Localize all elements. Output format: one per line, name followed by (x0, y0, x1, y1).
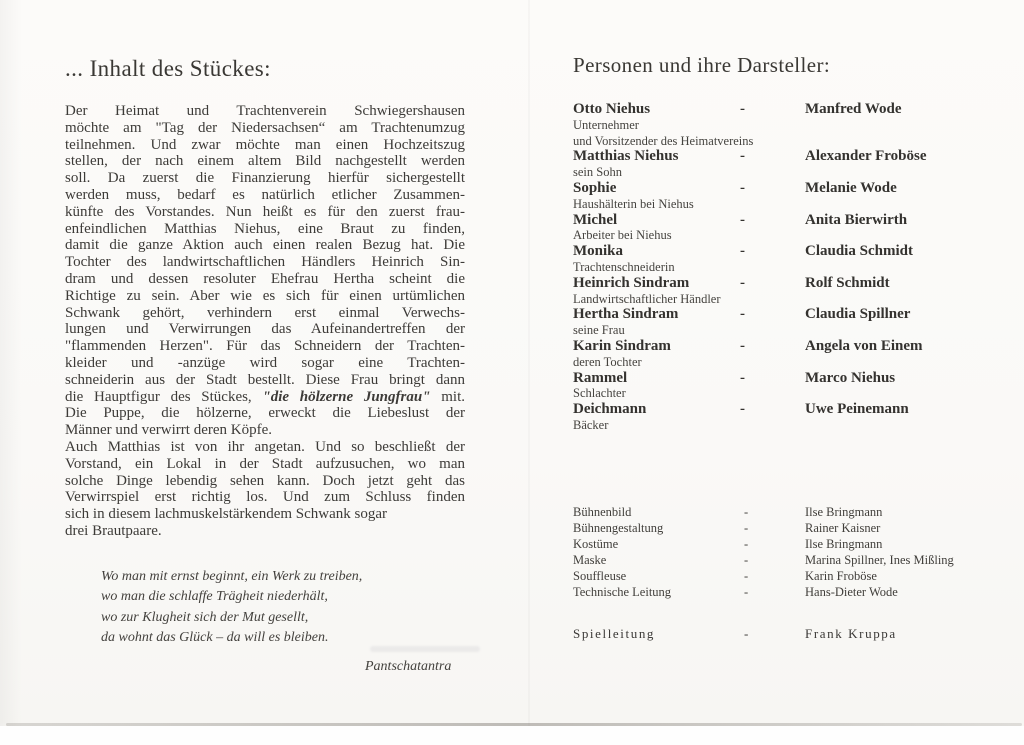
cast-row (573, 276, 983, 308)
crew-actor: Karin Froböse (805, 568, 877, 583)
cast-role-description: und Vorsitzender des Heimatvereins (573, 133, 754, 148)
cast-actor: Claudia Schmidt (805, 243, 913, 260)
play-title-phrase: "die hölzerne Jungfrau" (262, 388, 431, 405)
cast-list (573, 102, 983, 434)
cast-role: Michel (573, 211, 618, 228)
synopsis-line: künfte des Vorstandes. Nun heißt es für den zuerst frau- (65, 203, 465, 220)
cast-role: Rammel (573, 369, 628, 386)
crew-role: Bühnenbild (573, 504, 632, 519)
crew-row (573, 520, 983, 536)
crew-actor: Rainer Kaisner (805, 520, 881, 535)
cast-role-description: Arbeiter bei Niehus (573, 228, 672, 243)
crew-separator: - (744, 504, 749, 519)
synopsis-line: Richtige zu sein. Aber wie es sich für einen urtümlichen (65, 287, 465, 304)
cast-row (573, 244, 983, 276)
synopsis-line: damit die ganze Aktion auch einen realen Bezug hat. Die (65, 237, 465, 254)
cast-role: Heinrich Sindram (573, 274, 690, 291)
crew-separator: - (744, 520, 749, 535)
direction-role: Spielleitung (573, 625, 656, 641)
cast-actor: Uwe Peinemann (805, 401, 909, 418)
cast-role-description: seine Frau (573, 323, 625, 338)
cast-role: Sophie (573, 179, 617, 196)
synopsis-line: schneiderin aus der Stadt bestellt. Diese Frau bringt dann (65, 371, 465, 388)
scanner-background (0, 726, 1024, 745)
cast-actor: Claudia Spillner (805, 306, 911, 323)
synopsis-line: teilnehmen. Und zwar möchte man einen Hochzeitszug (65, 136, 465, 153)
cast-role: Karin Sindram (573, 337, 671, 354)
quote-line: da wohnt das Glück – da will es bleiben. (101, 630, 329, 646)
synopsis-line: Die Puppe, die hölzerne, erweckt die Liebeslust der (65, 405, 465, 422)
closing-quote (101, 567, 465, 649)
cast-row (573, 149, 983, 181)
synopsis-line: enfeindlichen Matthias Niehus, eine Braut zu finden, (65, 220, 465, 237)
synopsis-line: soll. Da zuerst die Finanzierung hierfür sichergestellt (65, 170, 465, 187)
booklet-center-fold (528, 0, 530, 726)
crew-separator: - (744, 568, 749, 583)
direction-separator: - (744, 625, 750, 641)
cast-row (573, 371, 983, 403)
cast-role: Otto Niehus (573, 101, 651, 117)
cast-separator: - (740, 274, 745, 291)
synopsis-line: "flammenden Herzen". Für das Schneidern der Trachten- (65, 338, 465, 355)
cast-separator: - (740, 401, 745, 418)
cast-separator: - (740, 369, 745, 386)
cast-actor: Marco Niehus (805, 369, 896, 386)
crew-actor: Ilse Bringmann (805, 536, 883, 551)
cast-role: Matthias Niehus (573, 148, 679, 165)
quote-line: Wo man mit ernst beginnt, ein Werk zu treiben, (101, 568, 363, 584)
cast-separator: - (740, 179, 745, 196)
crew-role: Souffleuse (573, 568, 627, 583)
synopsis-line: möchte am "Tag der Niedersachsen“ am Trachtenumzug (65, 119, 465, 136)
cast-separator: - (740, 101, 745, 117)
quote-line: wo man die schlaffe Trägheit niederhält, (101, 589, 328, 605)
scan-left-shade (0, 0, 22, 745)
crew-row (573, 568, 983, 584)
synopsis-paragraph (65, 103, 465, 540)
crew-list (573, 504, 983, 600)
cast-row (573, 339, 983, 371)
cast-actor: Manfred Wode (805, 101, 902, 117)
cast-role-description: Schlachter (573, 386, 626, 401)
synopsis-page (65, 56, 465, 675)
synopsis-line: Verwirrspiel erst richtig los. Und zum Schluss finden (65, 489, 465, 506)
crew-separator: - (744, 584, 749, 599)
cast-actor: Alexander Froböse (805, 148, 927, 165)
crew-actor: Marina Spillner, Ines Mißling (805, 552, 954, 567)
cast-role-description: Haushälterin bei Niehus (573, 196, 694, 211)
crew-role: Maske (573, 552, 607, 567)
synopsis-line: stellen, der nach einem altem Bild nachgestellt werden (65, 153, 465, 170)
synopsis-text-segment: die Hauptfigur des Stückes, (65, 388, 263, 405)
crew-row (573, 536, 983, 552)
crew-separator: - (744, 536, 749, 551)
crew-role: Technische Leitung (573, 584, 672, 599)
cast-separator: - (740, 148, 745, 165)
crew-row (573, 584, 983, 600)
cast-actor: Rolf Schmidt (805, 274, 890, 291)
cast-role: Hertha Sindram (573, 306, 679, 323)
synopsis-title: ... Inhalt des Stückes: (65, 56, 271, 81)
direction-actor: Frank Kruppa (805, 625, 897, 641)
synopsis-line: Vorstand, ein Lokal in der Stadt aufzusuchen, wo man (65, 455, 465, 472)
direction-row (573, 626, 983, 642)
synopsis-line: Schwank gehört, verhindern erst einmal Verwechs- (65, 304, 465, 321)
cast-separator: - (740, 211, 745, 228)
cast-role: Deichmann (573, 401, 647, 418)
cast-role: Monika (573, 243, 624, 260)
cast-page (573, 52, 983, 642)
synopsis-line: solche Dinge lebendig sehen kann. Doch jetzt geht das (65, 472, 465, 489)
synopsis-line: werden muss, bedarf es natürlich etlicher Zusammen- (65, 186, 465, 203)
cast-row (573, 102, 983, 149)
synopsis-line: Auch Matthias ist von ihr angetan. Und so beschließt der (65, 438, 465, 455)
cast-role-description: deren Tochter (573, 354, 642, 369)
synopsis-line: lungen und Verwirrungen das Aufeinandertreffen der (65, 321, 465, 338)
cast-row (573, 402, 983, 434)
synopsis-text-segment: mit. (430, 388, 465, 405)
quote-attribution: Pantschatantra (365, 658, 452, 674)
cast-row (573, 213, 983, 245)
cast-row (573, 181, 983, 213)
cast-role-description: sein Sohn (573, 165, 622, 180)
quote-line: wo zur Klugheit sich der Mut gesellt, (101, 609, 309, 625)
crew-row (573, 504, 983, 520)
crew-actor: Hans-Dieter Wode (805, 584, 898, 599)
cast-role-description: Bäcker (573, 417, 609, 432)
cast-separator: - (740, 306, 745, 323)
synopsis-line: Männer und verwirrt deren Köpfe. (65, 422, 273, 439)
cast-title: Personen und ihre Darsteller: (573, 53, 831, 77)
cast-actor: Angela von Einem (805, 337, 923, 354)
cast-separator: - (740, 337, 745, 354)
synopsis-line: dram und dessen resoluter Ehefrau Hertha scheint die (65, 270, 465, 287)
crew-role: Bühnengestaltung (573, 520, 664, 535)
synopsis-line: kleider und -anzüge wird sogar eine Trachten- (65, 354, 465, 371)
synopsis-line: sich in diesem lachmuskelstärkendem Schwank sogar (65, 506, 388, 523)
synopsis-line: Tochter des landwirtschaftlichen Händlers Heinrich Sin- (65, 254, 465, 271)
cast-role-description: Landwirtschaftlicher Händler (573, 291, 721, 306)
cast-actor: Anita Bierwirth (805, 211, 908, 228)
cast-role-description: Trachtenschneiderin (573, 259, 675, 274)
synopsis-line (65, 389, 465, 406)
synopsis-line: drei Brautpaare. (65, 522, 162, 539)
cast-row (573, 307, 983, 339)
synopsis-line: Der Heimat und Trachtenverein Schwiegershausen (65, 103, 465, 119)
crew-role: Kostüme (573, 536, 619, 551)
cast-separator: - (740, 243, 745, 260)
crew-actor: Ilse Bringmann (805, 504, 883, 519)
crew-row (573, 552, 983, 568)
cast-role-description: Unternehmer (573, 117, 639, 132)
cast-actor: Melanie Wode (805, 179, 897, 196)
crew-separator: - (744, 552, 749, 567)
